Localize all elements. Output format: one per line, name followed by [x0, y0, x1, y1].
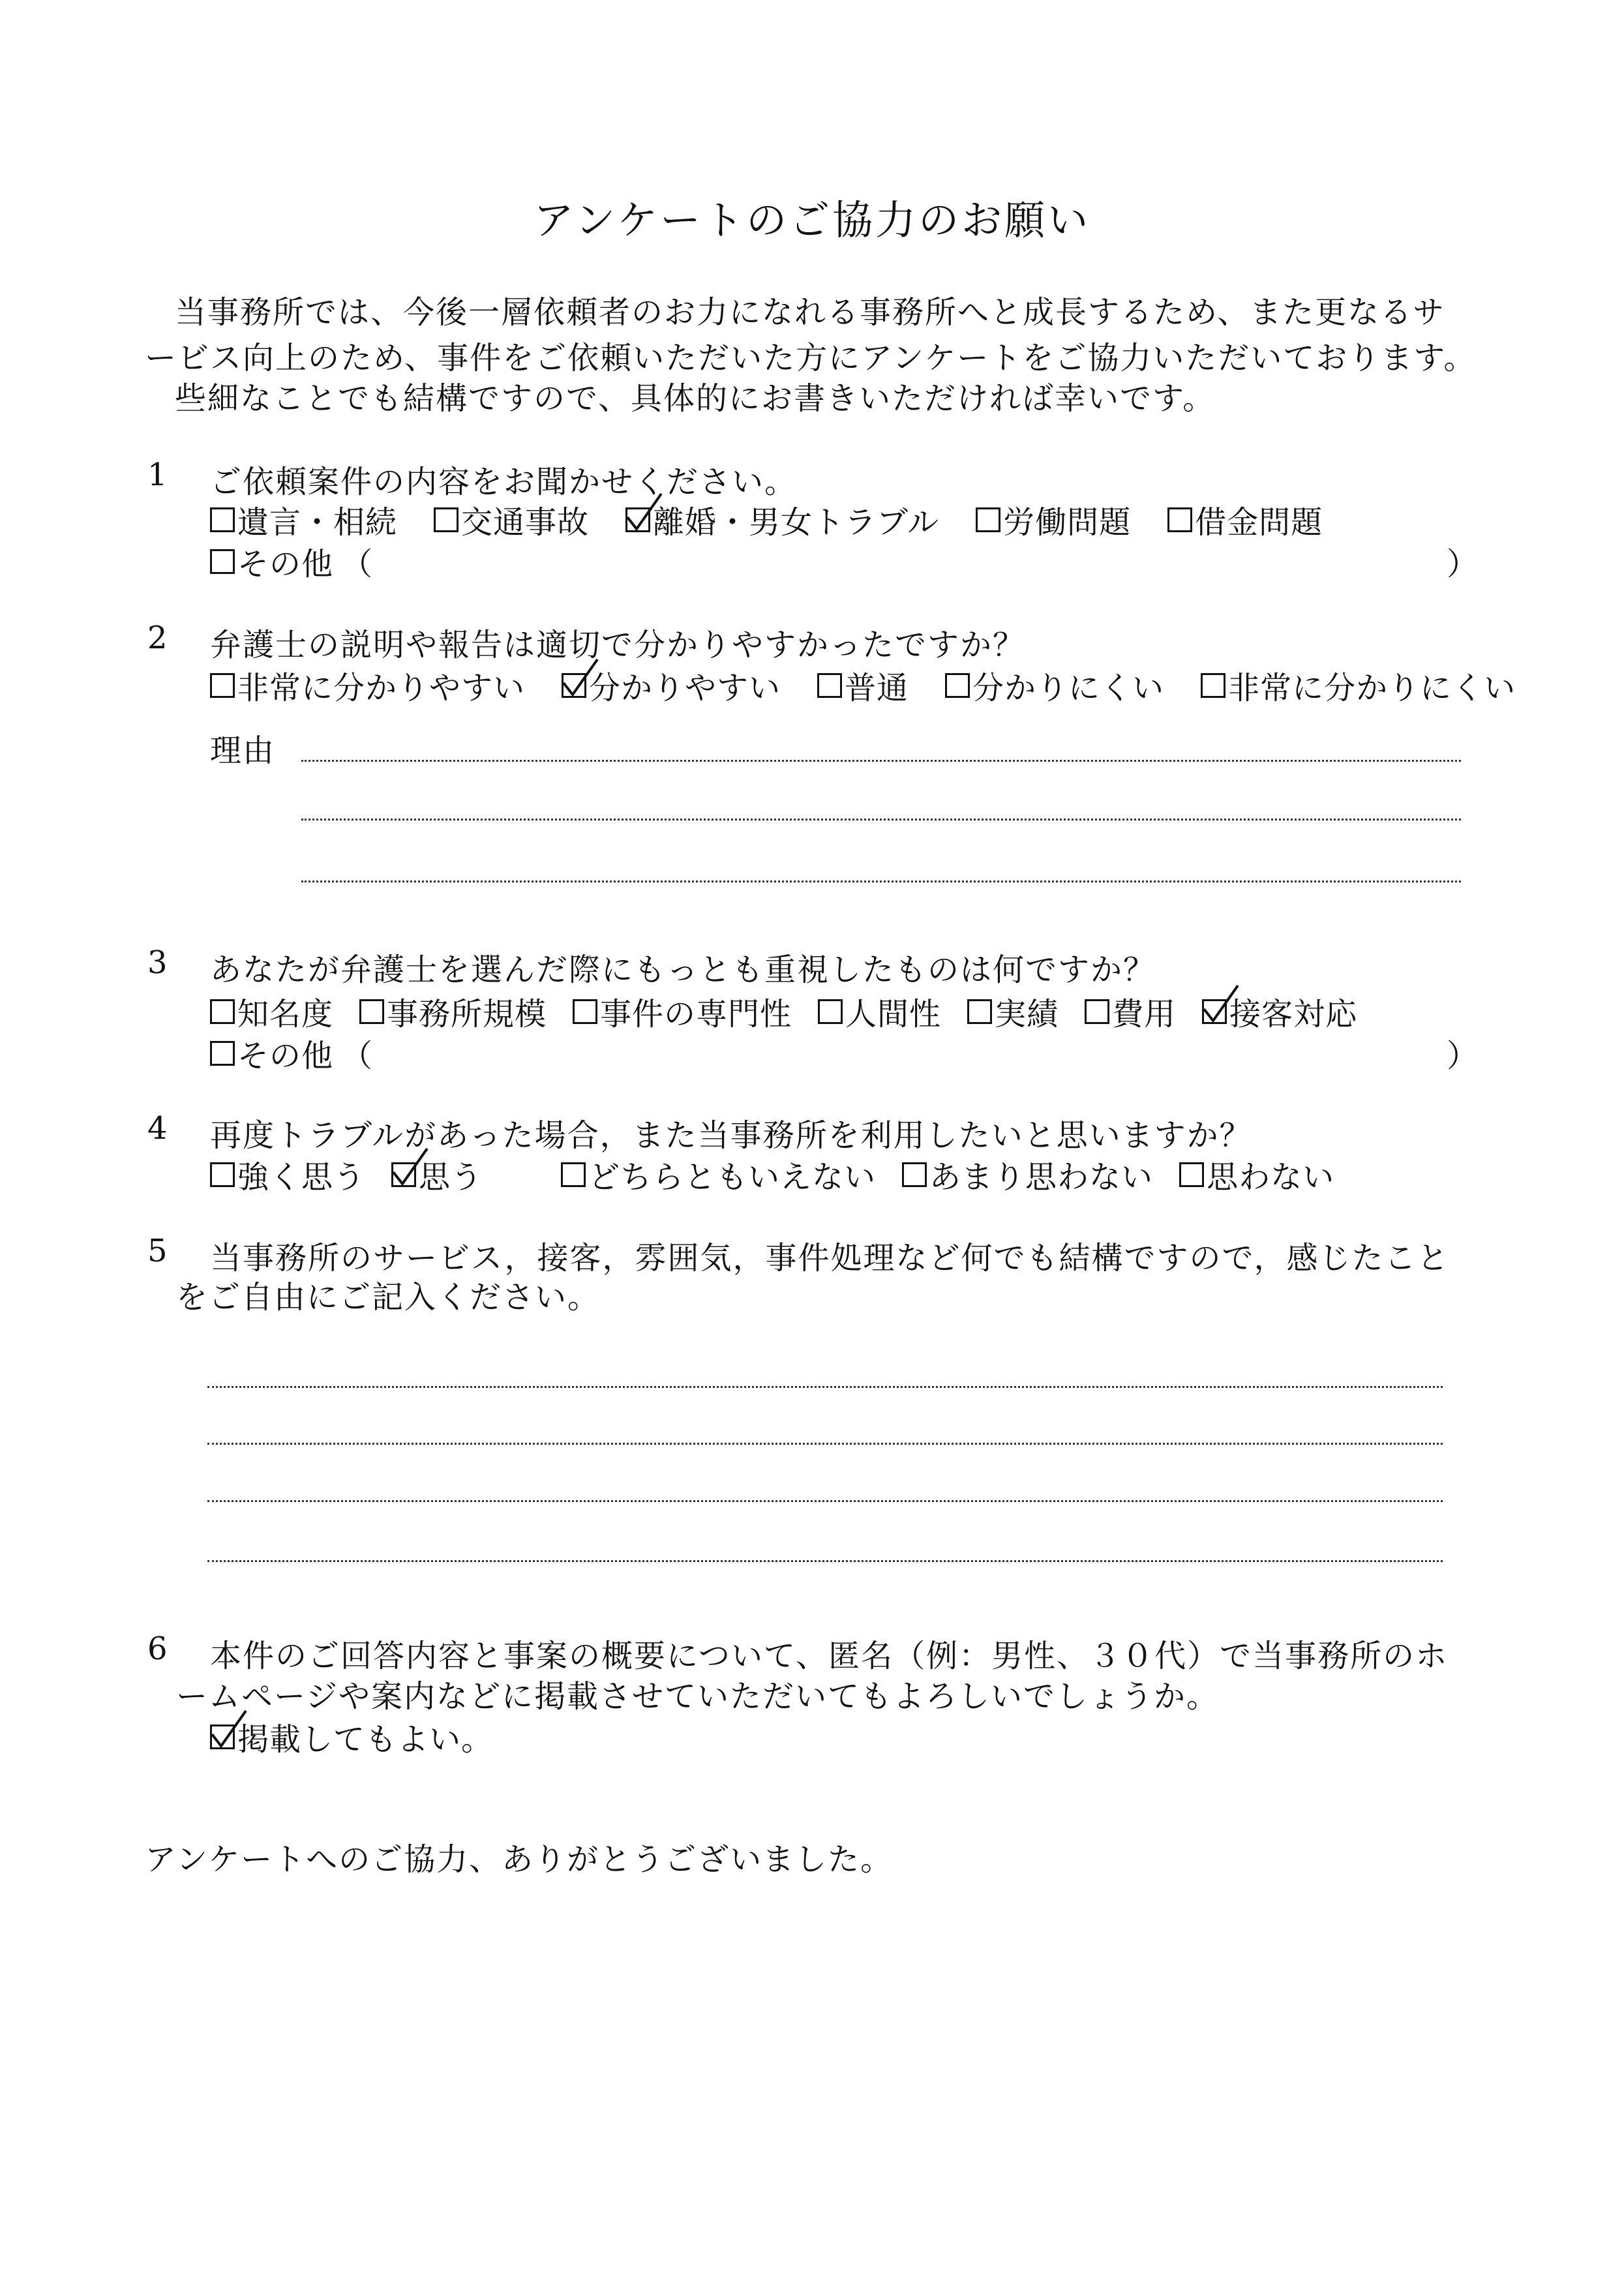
q3-option-5[interactable]: [967, 989, 1059, 1034]
closing-text: アンケートへのご協力、ありがとうございました。: [145, 1841, 894, 1878]
q4-option-5[interactable]: [1179, 1152, 1334, 1197]
q3-option-3[interactable]: [573, 989, 792, 1034]
option-label: 思う: [419, 1159, 483, 1196]
checkbox[interactable]: [434, 507, 459, 532]
q3-option-7[interactable]: [1202, 989, 1357, 1034]
checkbox[interactable]: [967, 999, 992, 1024]
q1-option-5[interactable]: [1167, 497, 1323, 542]
intro-line-3: 些細なことでも結構ですので、具体的にお書きいただければ幸いです。: [175, 380, 1216, 417]
option-label: その他: [237, 1038, 334, 1074]
intro-line-1: 当事務所では、今後一層依頼者のお力になれる事務所へと成長するため、また更なるサ: [175, 294, 1446, 331]
q2-option-2[interactable]: [562, 663, 781, 708]
q4-options: [210, 1152, 1334, 1197]
q3-number: 3: [147, 944, 168, 981]
checkbox[interactable]: [573, 999, 597, 1024]
checkbox[interactable]: [976, 507, 1000, 532]
q6-options: [210, 1714, 530, 1759]
q1-option-3[interactable]: [625, 497, 939, 542]
q3-option-2[interactable]: [359, 989, 547, 1034]
q3-option-1[interactable]: [210, 989, 333, 1034]
option-label: 実績: [995, 996, 1059, 1032]
close-paren: ）: [1447, 1038, 1479, 1074]
q2-reason-label: 理由: [210, 732, 276, 769]
q4-option-4[interactable]: [902, 1152, 1153, 1197]
q3-option-4[interactable]: [818, 989, 941, 1034]
q2-option-1[interactable]: [210, 663, 525, 708]
checkbox[interactable]: [562, 673, 586, 698]
check-mark-icon: [391, 1147, 430, 1189]
option-label: 普通: [845, 670, 909, 706]
checkbox[interactable]: [902, 1162, 927, 1187]
option-label: 非常に分かりやすい: [237, 670, 526, 706]
check-mark-icon: [1201, 984, 1241, 1026]
option-label: 分かりやすい: [589, 670, 781, 706]
reason-line-3[interactable]: [301, 881, 1461, 882]
q3-options: [210, 989, 1357, 1034]
check-mark-icon: [625, 492, 664, 534]
option-label: 分かりにくい: [972, 670, 1165, 706]
q2-question: 弁護士の説明や報告は適切で分かりやすかったですか？: [210, 627, 1026, 663]
open-paren: （: [341, 546, 374, 582]
option-label: 非常に分かりにくい: [1228, 670, 1516, 706]
comment-line-2[interactable]: [207, 1443, 1443, 1445]
option-label: 借金問題: [1195, 504, 1323, 541]
option-label: 離婚・男女トラブル: [653, 504, 940, 541]
checkbox[interactable]: [945, 673, 970, 698]
option-label: どちらともいえない: [588, 1159, 877, 1196]
checkbox[interactable]: [1167, 507, 1192, 532]
comment-line-1[interactable]: [207, 1386, 1443, 1388]
check-mark-icon: [209, 1710, 248, 1751]
option-label: 掲載してもよい。: [237, 1721, 494, 1758]
option-label: 事件の専門性: [600, 996, 792, 1032]
q4-option-2[interactable]: [391, 1152, 483, 1197]
option-label: 思わない: [1207, 1159, 1335, 1196]
q1-other[interactable]: [210, 539, 373, 584]
option-label: 遺言・相続: [237, 504, 398, 541]
q1-option-4[interactable]: [976, 497, 1131, 542]
q3-question: あなたが弁護士を選んだ際にもっとも重視したものは何ですか？: [210, 952, 1156, 988]
q5-question-line-1: 当事務所のサービス，接客，雰囲気，事件処理など何でも結構ですので，感じたこと: [210, 1240, 1450, 1276]
checkbox[interactable]: [210, 999, 235, 1024]
option-label: あまり思わない: [929, 1159, 1154, 1196]
q6-question-line-2: ームページや案内などに掲載させていただいてもよろしいでしょうか。: [176, 1678, 1220, 1715]
checkbox[interactable]: [818, 999, 843, 1024]
q2-number: 2: [147, 620, 168, 656]
page-title: アンケートのご協力のお願い: [533, 196, 1091, 244]
checkbox[interactable]: [1179, 1162, 1204, 1187]
checkbox[interactable]: [210, 549, 235, 574]
q1-options: [210, 497, 1359, 542]
q2-options: [210, 663, 1516, 708]
option-label: 事務所規模: [387, 996, 547, 1032]
q6-option-1[interactable]: [210, 1714, 493, 1759]
checkbox[interactable]: [210, 507, 235, 532]
q6-number: 6: [147, 1631, 168, 1667]
option-label: 人間性: [845, 996, 942, 1032]
reason-line-2[interactable]: [301, 819, 1461, 821]
comment-line-3[interactable]: [207, 1500, 1443, 1502]
q4-option-3[interactable]: [561, 1152, 876, 1197]
checkbox[interactable]: [391, 1162, 416, 1187]
q5-number: 5: [147, 1233, 168, 1269]
option-label: 知名度: [237, 996, 334, 1032]
q4-option-1[interactable]: [210, 1152, 365, 1197]
comment-line-4[interactable]: [207, 1560, 1443, 1562]
reason-line-1[interactable]: [301, 760, 1461, 762]
close-paren: ）: [1447, 546, 1479, 582]
checkbox[interactable]: [817, 673, 842, 698]
option-label: 接客対応: [1229, 996, 1358, 1032]
open-paren: （: [341, 1038, 374, 1074]
intro-line-2: ービス向上のため、事件をご依頼いただいた方にアンケートをご協力いただいております。: [145, 340, 1477, 376]
checkbox[interactable]: [1201, 673, 1226, 698]
q2-option-4[interactable]: [945, 663, 1164, 708]
q4-number: 4: [147, 1110, 168, 1147]
option-label: 労働問題: [1003, 504, 1132, 541]
q1-option-2[interactable]: [434, 497, 589, 542]
q4-question: 再度トラブルがあった場合，また当事務所を利用したいと思いますか？: [210, 1117, 1252, 1154]
q3-other[interactable]: [210, 1031, 373, 1076]
q1-option-1[interactable]: [210, 497, 397, 542]
checkbox[interactable]: [359, 999, 384, 1024]
checkbox[interactable]: [210, 673, 235, 698]
checkbox[interactable]: [210, 1041, 235, 1066]
checkbox[interactable]: [1085, 999, 1109, 1024]
q6-question-line-1: 本件のご回答内容と事案の概要について、匿名（例：男性、３０代）で当事務所のホ: [210, 1638, 1449, 1674]
q1-number: 1: [147, 457, 168, 493]
q2-option-3[interactable]: [817, 663, 909, 708]
q2-option-5[interactable]: [1201, 663, 1516, 708]
q3-option-6[interactable]: [1085, 989, 1176, 1034]
checkbox[interactable]: [1202, 999, 1227, 1024]
checkbox[interactable]: [210, 1725, 235, 1749]
option-label: 費用: [1112, 996, 1177, 1032]
option-label: その他: [237, 546, 334, 582]
check-mark-icon: [561, 658, 600, 700]
option-label: 交通事故: [461, 504, 590, 541]
checkbox[interactable]: [625, 507, 650, 532]
option-label: 強く思う: [237, 1159, 366, 1196]
q1-question: ご依頼案件の内容をお聞かせください。: [210, 464, 798, 500]
q5-question-line-2: をご自由にご記入ください。: [176, 1279, 601, 1316]
checkbox[interactable]: [210, 1162, 235, 1187]
checkbox[interactable]: [561, 1162, 586, 1187]
